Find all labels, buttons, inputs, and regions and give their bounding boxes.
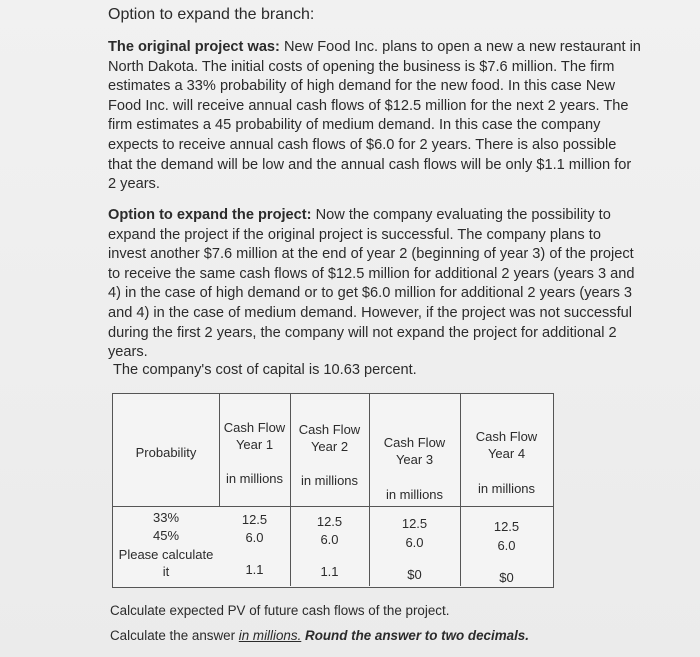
row-low-prob-line1: Please calculate xyxy=(118,547,214,562)
original-project-text: New Food Inc. plans to open a new a new restaurant in North Dakota. The initial costs of opening the business is $7.6 million. The firm estimates a 33% probability of high demand for the new food. In this case New Food Inc. will receive annual cash flows of $12.5 million for the next 2 years. The firm estimates a 45 probability of medium demand. In this case the company expects to receive annual cash flows of $6.0 for 2 years. There is also possible that the demand will be low and the annual cash flows will be only $1.1 million for 2 years. xyxy=(108,39,641,193)
row-low-y3: $0 xyxy=(407,567,422,582)
units-year3: in millions xyxy=(385,487,444,502)
row-medium-y3: 6.0 xyxy=(405,535,424,550)
row-high-prob: 33% xyxy=(152,510,180,525)
row-high-y3: 12.5 xyxy=(401,516,428,531)
header-year3-line2: Year 3 xyxy=(395,452,434,467)
header-year1-line1: Cash Flow xyxy=(223,420,286,435)
answer-instructions-rounding: Round the answer to two decimals. xyxy=(301,628,529,643)
row-low-y4: $0 xyxy=(499,570,514,585)
row-low-y2: 1.1 xyxy=(320,564,339,579)
cost-of-capital: The company's cost of capital is 10.63 percent. xyxy=(113,362,417,378)
question-expected-pv: Calculate expected PV of future cash flows of the project. xyxy=(110,603,450,618)
header-year1-line2: Year 1 xyxy=(235,437,274,452)
row-high-y4: 12.5 xyxy=(493,519,520,534)
cash-flow-table xyxy=(112,393,554,588)
row-low-prob xyxy=(115,546,217,580)
original-project-label: The original project was: xyxy=(108,39,280,55)
row-medium-y2: 6.0 xyxy=(320,532,339,547)
header-year4-line1: Cash Flow xyxy=(475,429,538,444)
header-year2 xyxy=(290,421,369,455)
expand-option-label: Option to expand the project: xyxy=(108,207,312,223)
row-low-prob-line2: it xyxy=(162,564,170,579)
units-year2: in millions xyxy=(300,473,359,488)
row-medium-y1: 6.0 xyxy=(245,530,264,545)
header-year3 xyxy=(369,434,460,468)
expand-option-paragraph xyxy=(108,206,643,363)
header-year4 xyxy=(460,428,553,462)
header-year1 xyxy=(219,419,290,453)
row-high-y1: 12.5 xyxy=(241,512,268,527)
expand-option-text: Now the company evaluating the possibility to expand the project if the original project is successful. The company plans to invest another $7.6 million at the end of year 2 (beginning of year 3) of the project to receive the same cash flows of $12.5 million for additional 2 years (years 3 and 4) in the case of high demand or to get $6.0 million for additional 2 years (years 3 and 4) in the case of medium demand. However, if the project was not successful during the first 2 years, the company will not expand the project for additional 2 years. xyxy=(108,207,635,361)
table-divider xyxy=(113,506,553,507)
section-heading: Option to expand the branch: xyxy=(108,6,315,23)
answer-instructions-prefix: Calculate the answer xyxy=(110,628,239,643)
row-medium-y4: 6.0 xyxy=(497,538,516,553)
original-project-paragraph xyxy=(108,38,643,195)
row-low-y1: 1.1 xyxy=(245,562,264,577)
answer-instructions xyxy=(110,628,529,643)
row-medium-prob: 45% xyxy=(152,528,180,543)
row-high-y2: 12.5 xyxy=(316,514,343,529)
header-probability: Probability xyxy=(135,445,197,460)
units-year1: in millions xyxy=(225,471,284,486)
header-year4-line2: Year 4 xyxy=(487,446,526,461)
header-year2-line1: Cash Flow xyxy=(298,422,361,437)
units-year4: in millions xyxy=(477,481,536,496)
header-year3-line1: Cash Flow xyxy=(383,435,446,450)
header-year2-line2: Year 2 xyxy=(310,439,349,454)
answer-instructions-units: in millions. xyxy=(238,628,302,643)
